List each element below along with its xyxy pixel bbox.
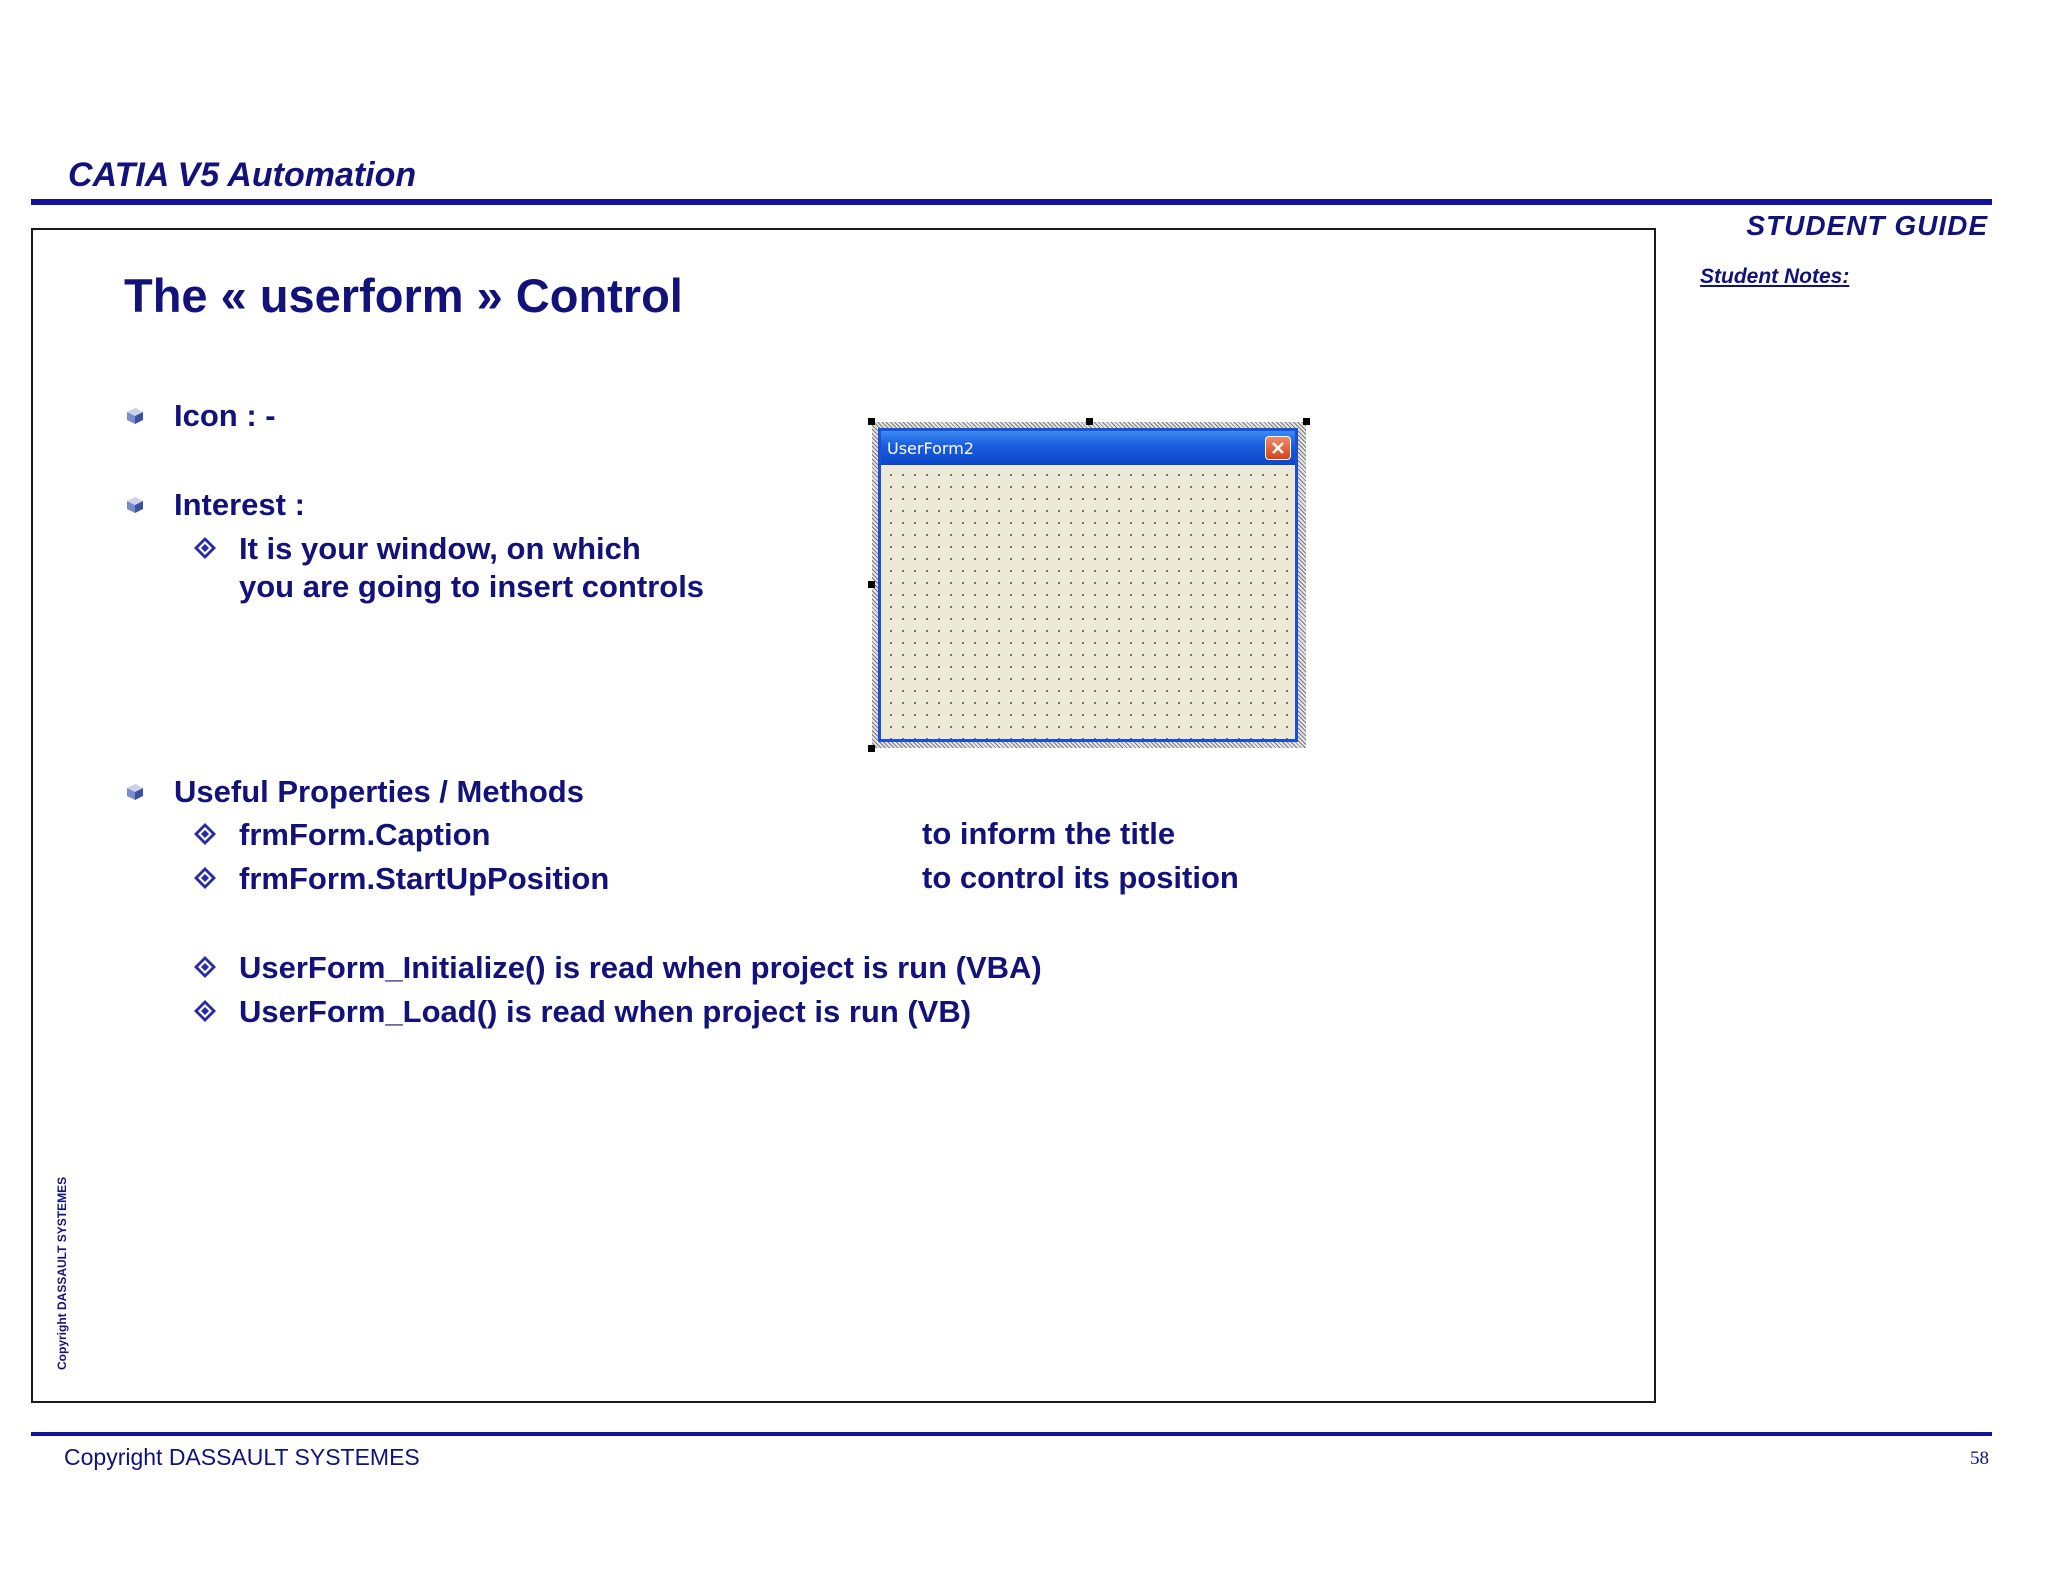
- bullet-icon: [126, 398, 276, 434]
- interest-item-line1: It is your window, on which: [239, 531, 641, 566]
- resize-handle: [1086, 418, 1093, 425]
- slide-title: The « userform » Control: [124, 269, 683, 322]
- property-item: [193, 816, 490, 854]
- event-item: [193, 993, 971, 1031]
- userform-preview: [868, 418, 1310, 752]
- property-name: frmForm.Caption: [239, 817, 491, 852]
- diamond-bullet-icon: [193, 866, 217, 890]
- userform-title: UserForm2: [887, 438, 974, 458]
- interest-item: [193, 530, 704, 606]
- student-notes-label: Student Notes:: [1700, 265, 1850, 288]
- property-desc: to inform the title: [922, 816, 1176, 851]
- footer-copyright: Copyright DASSAULT SYSTEMES: [64, 1444, 420, 1470]
- event-item: [193, 949, 1042, 987]
- cube-bullet-icon: [126, 407, 144, 425]
- icon-label: Icon : -: [174, 398, 276, 433]
- resize-handle: [1303, 418, 1310, 425]
- diamond-bullet-icon: [193, 822, 217, 846]
- event-text: UserForm_Initialize() is read when project is run (VBA): [239, 950, 1042, 985]
- property-item: [193, 860, 609, 898]
- bullet-interest: [126, 487, 305, 523]
- interest-label: Interest :: [174, 487, 305, 522]
- userform-titlebar: [881, 431, 1295, 465]
- diamond-bullet-icon: [193, 999, 217, 1023]
- resize-handle: [868, 745, 875, 752]
- resize-handle: [868, 581, 875, 588]
- footer-divider: [31, 1432, 1992, 1436]
- page-number: 58: [1970, 1448, 1989, 1469]
- properties-label: Useful Properties / Methods: [174, 774, 584, 809]
- property-desc: to control its position: [922, 860, 1239, 895]
- resize-handle: [868, 418, 875, 425]
- header-divider: [31, 199, 1992, 205]
- student-guide-label: STUDENT GUIDE: [1746, 210, 1988, 241]
- diamond-bullet-icon: [193, 536, 217, 560]
- course-title: CATIA V5 Automation: [68, 156, 417, 194]
- close-icon[interactable]: [1265, 436, 1291, 460]
- property-name: frmForm.StartUpPosition: [239, 861, 610, 896]
- cube-bullet-icon: [126, 783, 144, 801]
- bullet-properties: [126, 774, 584, 810]
- event-text: UserForm_Load() is read when project is run (VB): [239, 994, 972, 1029]
- userform-window: [878, 428, 1298, 742]
- diamond-bullet-icon: [193, 955, 217, 979]
- interest-item-line2: you are going to insert controls: [239, 569, 705, 604]
- cube-bullet-icon: [126, 496, 144, 514]
- vertical-copyright: Copyright DASSAULT SYSTEMES: [55, 1176, 69, 1370]
- userform-design-grid: [881, 465, 1295, 739]
